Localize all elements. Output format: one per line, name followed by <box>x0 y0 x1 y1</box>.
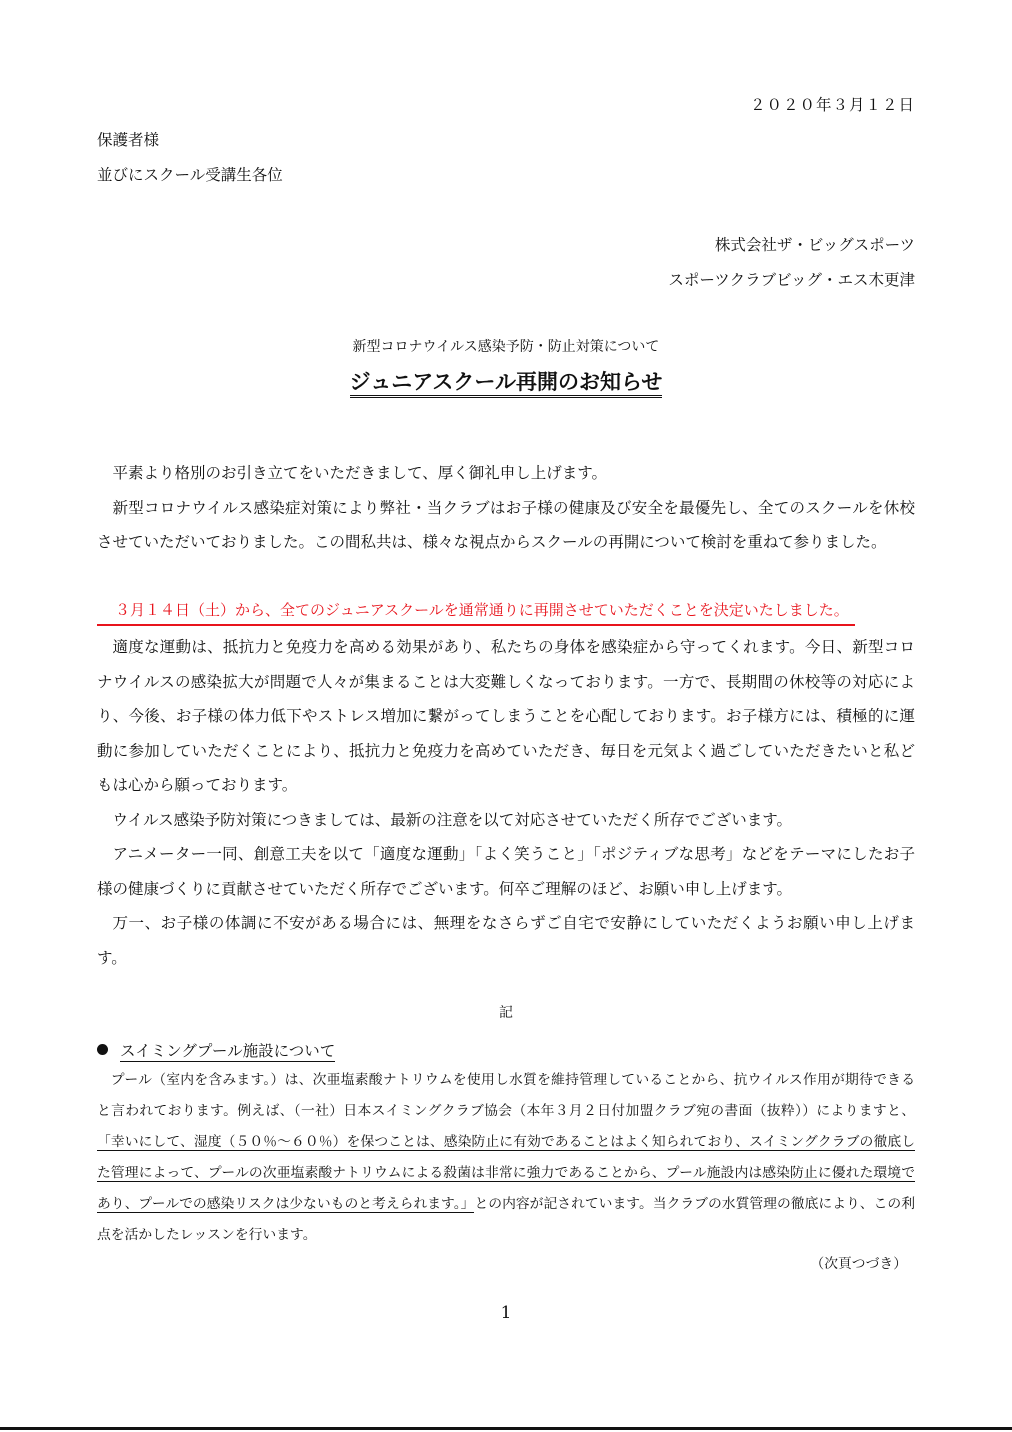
notes-marker: 記 <box>499 1005 513 1021</box>
document-title-text: ジュニアスクール再開のお知らせ <box>350 370 663 398</box>
pool-quote-underlined: 「幸いにして、湿度（５０％～６０％）を保つことは、感染防止に有効であることはよく知られており、スイミングクラブの徹底した管理によって、プールの次亜塩素酸ナトリウムによる殺菌は非常に強力であることから、プール施設内は感染防止に優れた環境であり、プールでの感染リスクは少ないものと考えられます。」 <box>97 1134 915 1212</box>
document-date: ２０２０年３月１２日 <box>749 96 915 114</box>
section-heading <box>97 1039 335 1061</box>
intro-paragraph: 平素より格別のお引き立てをいただきまして、厚く御礼申し上げます。 <box>112 464 607 482</box>
pool-paragraph <box>97 1065 915 1251</box>
bullet-icon <box>97 1044 108 1055</box>
continued-note: （次頁つづき） <box>810 1256 907 1272</box>
reopening-announcement <box>97 597 915 626</box>
page-bottom-border <box>0 1427 1012 1430</box>
recipient-line-1: 保護者様 <box>97 131 160 149</box>
pool-section <box>97 1065 915 1251</box>
page-number: 1 <box>500 1303 512 1323</box>
recipient-line-2: 並びにスクール受講生各位 <box>97 166 283 184</box>
document-subtitle: 新型コロナウイルス感染予防・防止対策について <box>352 339 660 355</box>
sender-company: 株式会社ザ・ビッグスポーツ <box>714 236 915 254</box>
body-paragraph: 適度な運動は、抵抗力と免疫力を高める効果があり、私たちの身体を感染症から守ってくれます。今日、新型コロナウイルスの感染拡大が問題で人々が集まることは大変難しくなっております。一方で、長期間の休校等の対応により、今後、お子様の体力低下やストレス増加に繋がってしまうことを心配しております。お子様方には、積極的に運動に参加していただくことにより、抵抗力と免疫力を高めていただき、毎日を元気よく過ごしていただきたいと私どもは心から願っております。 <box>97 638 915 794</box>
body-paragraph: アニメーター一同、創意工夫を以て「適度な運動」「よく笑うこと」「ポジティブな思考」などをテーマにしたお子様の健康づくりに貢献させていただく所存でございます。何卒ご理解のほど、お願い申し上げます。 <box>97 845 915 898</box>
section-heading-text: スイミングプール施設について <box>120 1042 336 1060</box>
sender-club: スポーツクラブビッグ・エス木更津 <box>668 271 915 289</box>
body-paragraph: 万一、お子様の体調に不安がある場合には、無理をなさらずご自宅で安静にしていただくようお願い申し上げます。 <box>97 914 915 967</box>
document-title <box>0 366 1012 396</box>
intro-section <box>97 456 915 560</box>
body-paragraph: ウイルス感染予防対策につきましては、最新の注意を以て対応させていただく所存でございます。 <box>112 810 793 829</box>
intro-paragraph: 新型コロナウイルス感染症対策により弊社・当クラブはお子様の健康及び安全を最優先し、全てのスクールを休校させていただいておりました。この間私共は、様々な視点からスクールの再開について検討を重ねて参りました。 <box>97 498 915 551</box>
reopening-announcement-text: ３月１４日（土）から、全てのジュニアスクールを通常通りに再開させていただくことを決定いたしました。 <box>97 597 855 626</box>
pool-text-conclusion: との内容が記されています。当クラブの水質管理の徹底により、この利点を活かしたレッスンを行います。 <box>97 1196 915 1243</box>
main-section <box>97 630 915 975</box>
pool-text-intro: プール（室内を含みます。）は、次亜塩素酸ナトリウムを使用し水質を維持管理していることから、抗ウイルス作用が期待できると言われております。例えば、（一社）日本スイミングクラブ協会（本年３月２日付加盟クラブ宛の書面（抜粋））によりますと、 <box>97 1072 915 1119</box>
